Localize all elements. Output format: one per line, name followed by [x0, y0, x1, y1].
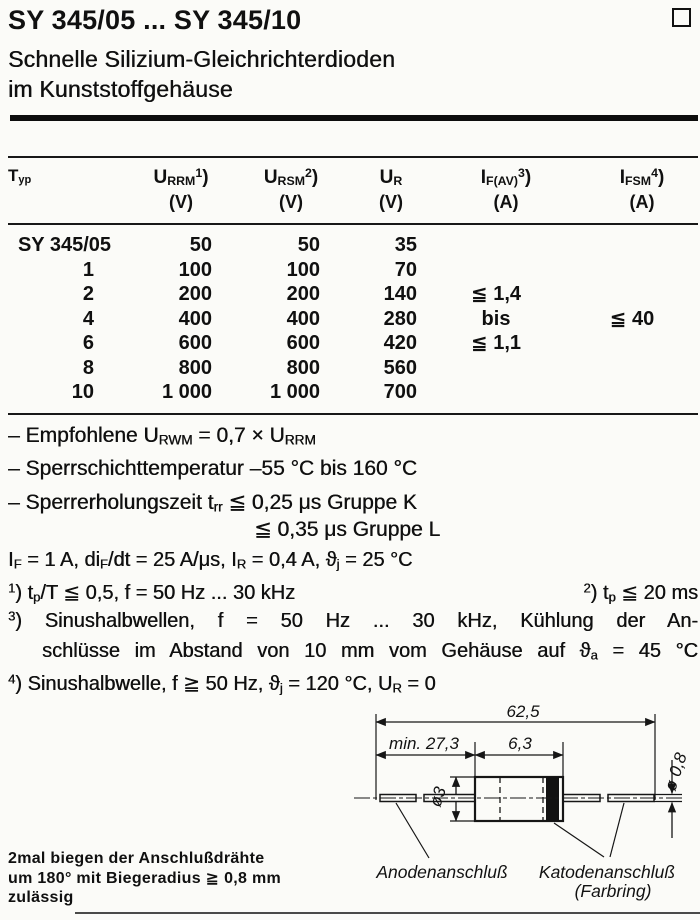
cathode-leader-line	[610, 803, 624, 857]
cathode-leader-line	[554, 823, 604, 857]
cell-ifav	[426, 233, 566, 258]
footnote-3-line-1: $^3$) Sinushalbwellen, f = 50 Hz ... 30 kHz, Kühlung der An-	[8, 608, 698, 632]
cell-urrm: 800	[178, 356, 212, 379]
cell-ur: 280	[383, 307, 417, 330]
cell-urrm: 600	[178, 332, 212, 354]
cell-ursm: 50	[297, 234, 320, 256]
col-header-ifsm: $I_{FSM}^4$) (A)	[619, 165, 665, 212]
cell-ifsm: ≦ 40	[609, 307, 655, 330]
bend-note-line-1: 2mal biegen der Anschlußdrähte	[8, 850, 265, 867]
note-junction-temperature: – Sperrschichttemperatur –55 °C bis 160 °C	[8, 457, 417, 480]
package-outline-drawing	[336, 700, 700, 914]
col-header-ursm: $U_{RSM}^2$) (V)	[263, 165, 319, 212]
cell-ursm: 400	[286, 307, 320, 330]
cell-ursm: 1 000	[269, 381, 320, 403]
table-rule-bottom	[8, 413, 698, 415]
page-bottom-rule	[75, 912, 700, 914]
cell-ursm: 600	[286, 332, 320, 354]
cell-typ: 4	[82, 307, 94, 330]
cell-typ: 8	[82, 356, 94, 379]
anode-connection-label: Anodenanschluß	[376, 862, 508, 882]
page-title: SY 345/05 ... SY 345/10	[8, 5, 302, 35]
cell-urrm: 100	[178, 258, 212, 281]
table-row	[8, 233, 698, 258]
table-row	[8, 258, 698, 283]
footnote-2: $^2$) $t_p$ ≦ 20 ms	[583, 580, 698, 605]
col-header-ur: $U_R$ (V)	[379, 167, 403, 212]
bend-note-line-3: zulässig	[8, 889, 74, 906]
cell-ur: 420	[383, 332, 417, 354]
subtitle-line-1: Schnelle Silizium-Gleichrichterdioden	[8, 46, 396, 72]
bend-instruction-note	[8, 849, 281, 908]
dim-total-length-label: 62,5	[506, 702, 540, 721]
cell-ur: 700	[383, 381, 417, 403]
table-row	[8, 282, 698, 307]
cell-typ: 1	[82, 258, 94, 281]
header-divider	[10, 115, 698, 121]
ratings-table	[8, 156, 698, 415]
table-body	[8, 225, 698, 413]
table-row	[8, 356, 698, 381]
cell-ifsm	[566, 233, 698, 258]
cell-typ: 6	[82, 332, 94, 354]
cell-ifsm	[566, 380, 698, 405]
cell-ifav	[426, 258, 566, 283]
note-recovery-time-group-k: – Sperrerholungszeit $t_{rr}$ ≦ 0,25 μs Gruppe K	[8, 491, 417, 515]
note-recommended-urwm: – Empfohlene $U_{RWM} = 0,7 \times U_{RRM}$	[8, 424, 316, 448]
cell-ifsm	[566, 258, 698, 283]
cell-ifsm	[566, 282, 698, 307]
cell-ursm: 100	[286, 258, 320, 281]
cell-ur: 560	[383, 356, 417, 379]
cell-typ: 2	[82, 283, 94, 305]
cell-typ: 10	[71, 381, 94, 403]
cell-ifav	[426, 380, 566, 405]
table-header-row	[8, 158, 698, 223]
cell-ifav	[426, 356, 566, 381]
table-row	[8, 307, 698, 332]
cathode-colorring-label: (Farbring)	[574, 881, 652, 901]
table-row	[8, 331, 698, 356]
footnote-4: $^4$) Sinushalbwelle, f ≧ 50 Hz, $ϑ_j = 120$ °C, $U_R = 0$	[8, 671, 436, 696]
cathode-band	[546, 777, 559, 821]
cell-urrm: 400	[178, 307, 212, 330]
dim-body-diameter-label: ø3	[425, 784, 450, 810]
cathode-connection-label: Katodenanschluß	[538, 862, 676, 882]
cell-urrm: 1 000	[161, 381, 212, 403]
test-conditions-line: $I_F = 1$ A, $di_F/dt = 25$ A/μs, $I_R = 0,4$ A, $ϑ_j = 25$ °C	[8, 549, 413, 572]
cell-ifsm	[566, 356, 698, 381]
cell-urrm: 50	[189, 234, 212, 256]
col-header-urrm: $U_{RRM}^1$) (V)	[153, 165, 209, 212]
subtitle-line-2: im Kunststoffgehäuse	[8, 76, 233, 102]
cell-ursm: 800	[286, 356, 320, 379]
col-header-typ: $T_{yp}$	[8, 166, 32, 186]
footnote-row-1-2	[8, 580, 698, 605]
cell-ursm: 200	[286, 283, 320, 305]
cell-typ: SY 345/05	[17, 234, 111, 256]
cell-ur: 140	[383, 283, 417, 305]
cell-ifav: bis	[481, 307, 511, 330]
cell-ur: 35	[394, 234, 417, 256]
footnote-3-line-2: schlüsse im Abstand von 10 mm vom Gehäuse auf $ϑ_a = 45$ °C	[42, 640, 698, 663]
dim-lead-length-label: min. 27,3	[389, 734, 459, 753]
table-row	[8, 380, 698, 405]
note-recovery-time-group-l: ≦ 0,35 μs Gruppe L	[254, 518, 441, 541]
col-header-ifav: $I_{F(AV)}^3$) (A)	[480, 165, 532, 212]
cell-ifav: ≦ 1,4	[470, 283, 522, 305]
bend-note-line-2: um 180° mit Biegeradius ≧ 0,8 mm	[8, 869, 282, 887]
dim-wire-diameter-label: ø 0,8	[660, 750, 691, 794]
corner-square-icon	[672, 8, 691, 27]
cell-ur: 70	[394, 258, 417, 281]
cell-ifav: ≦ 1,1	[470, 332, 522, 354]
cell-ifsm	[566, 331, 698, 356]
footnote-1: $^1$) $t_p/T$ ≦ 0,5, f = 50 Hz ... 30 kHz	[8, 580, 296, 605]
cell-urrm: 200	[178, 283, 212, 305]
anode-leader-line	[396, 803, 429, 858]
dim-body-length-label: 6,3	[508, 734, 532, 753]
